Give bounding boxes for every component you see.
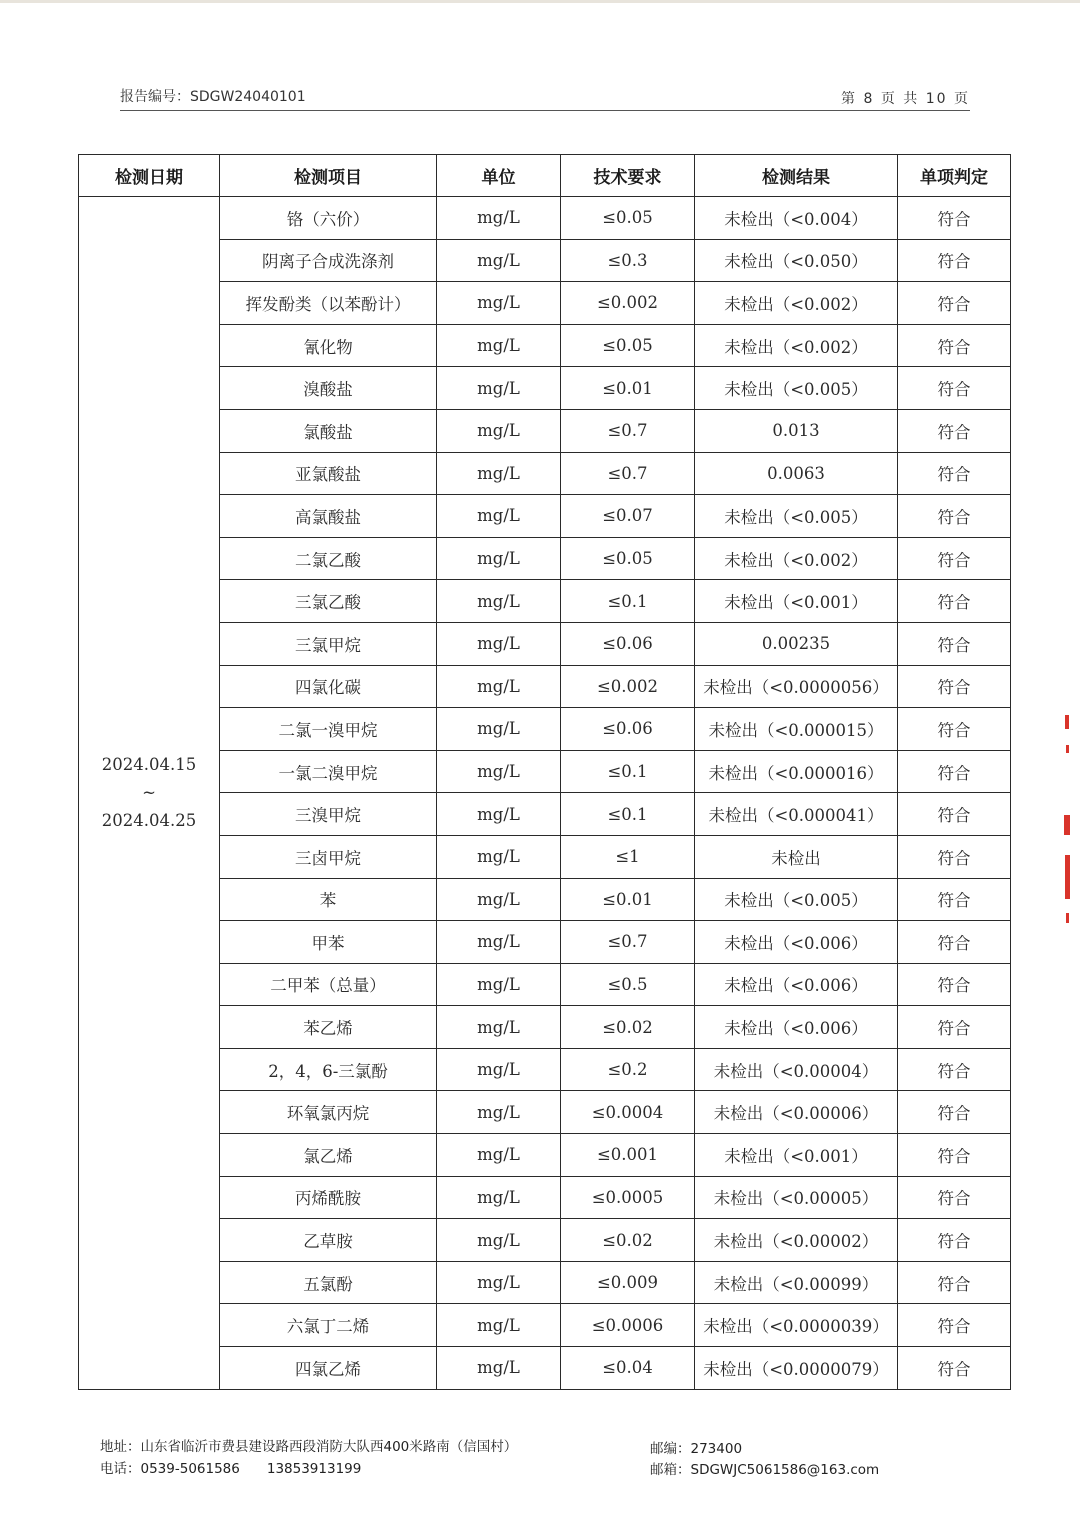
requirement-cell: ≤0.1 (561, 793, 695, 836)
result-cell: 未检出（<0.006） (695, 1006, 898, 1049)
result-cell: 0.00235 (695, 622, 898, 665)
result-cell: 未检出（<0.00006） (695, 1091, 898, 1134)
requirement-cell: ≤0.7 (561, 409, 695, 452)
requirement-cell: ≤0.0005 (561, 1176, 695, 1219)
test-item-cell: 环氧氯丙烷 (220, 1091, 437, 1134)
verdict-cell: 符合 (898, 963, 1011, 1006)
test-item-cell: 氰化物 (220, 324, 437, 367)
unit-cell: mg/L (437, 793, 561, 836)
result-cell: 未检出（<0.005） (695, 878, 898, 921)
test-item-cell: 挥发酚类（以苯酚计） (220, 282, 437, 325)
verdict-cell: 符合 (898, 750, 1011, 793)
unit-cell: mg/L (437, 921, 561, 964)
test-item-cell: 溴酸盐 (220, 367, 437, 410)
footer-address: 地址：山东省临沂市费县建设路西段消防大队西400米路南（信国村） (100, 1439, 518, 1455)
verdict-cell: 符合 (898, 622, 1011, 665)
requirement-cell: ≤0.0006 (561, 1304, 695, 1347)
unit-cell: mg/L (437, 1219, 561, 1262)
verdict-cell: 符合 (898, 1176, 1011, 1219)
unit-cell: mg/L (437, 708, 561, 751)
result-cell: 未检出（<0.00005） (695, 1176, 898, 1219)
requirement-cell: ≤0.06 (561, 622, 695, 665)
verdict-cell: 符合 (898, 324, 1011, 367)
column-header-unit: 单位 (437, 155, 561, 197)
footer-phone: 电话：0539-5061586 13853913199 (100, 1461, 362, 1477)
unit-cell: mg/L (437, 197, 561, 240)
test-item-cell: 亚氯酸盐 (220, 452, 437, 495)
test-results-table (78, 154, 1011, 1390)
date-range-start: 2024.04.15 (101, 754, 197, 774)
requirement-cell: ≤0.1 (561, 580, 695, 623)
requirement-cell: ≤1 (561, 835, 695, 878)
result-cell: 未检出（<0.006） (695, 963, 898, 1006)
test-item-cell: 三卤甲烷 (220, 835, 437, 878)
requirement-cell: ≤0.06 (561, 708, 695, 751)
result-cell: 未检出（<0.050） (695, 239, 898, 282)
test-item-cell: 氯酸盐 (220, 409, 437, 452)
verdict-cell: 符合 (898, 239, 1011, 282)
result-cell: 未检出（<0.000016） (695, 750, 898, 793)
unit-cell: mg/L (437, 878, 561, 921)
verdict-cell: 符合 (898, 1091, 1011, 1134)
verdict-cell: 符合 (898, 495, 1011, 538)
test-item-cell: 丙烯酰胺 (220, 1176, 437, 1219)
verdict-cell: 符合 (898, 452, 1011, 495)
test-item-cell: 苯乙烯 (220, 1006, 437, 1049)
test-item-cell: 四氯乙烯 (220, 1347, 437, 1390)
test-item-cell: 六氯丁二烯 (220, 1304, 437, 1347)
result-cell: 未检出（<0.000015） (695, 708, 898, 751)
column-header-item: 检测项目 (220, 155, 437, 197)
requirement-cell: ≤0.5 (561, 963, 695, 1006)
test-item-cell: 二甲苯（总量） (220, 963, 437, 1006)
page-indicator: 第 8 页 共 10 页 (841, 91, 970, 107)
table-header-row (79, 155, 1011, 197)
unit-cell: mg/L (437, 1176, 561, 1219)
unit-cell: mg/L (437, 1304, 561, 1347)
requirement-cell: ≤0.07 (561, 495, 695, 538)
requirement-cell: ≤0.02 (561, 1219, 695, 1262)
unit-cell: mg/L (437, 1006, 561, 1049)
date-range-separator: ~ (142, 782, 156, 802)
unit-cell: mg/L (437, 963, 561, 1006)
verdict-cell: 符合 (898, 1261, 1011, 1304)
unit-cell: mg/L (437, 452, 561, 495)
test-item-cell: 苯 (220, 878, 437, 921)
column-header-requirement: 技术要求 (561, 155, 695, 197)
test-item-cell: 2，4，6-三氯酚 (220, 1048, 437, 1091)
requirement-cell: ≤0.04 (561, 1347, 695, 1390)
result-cell: 未检出（<0.002） (695, 537, 898, 580)
test-item-cell: 甲苯 (220, 921, 437, 964)
verdict-cell: 符合 (898, 921, 1011, 964)
verdict-cell: 符合 (898, 367, 1011, 410)
unit-cell: mg/L (437, 1347, 561, 1390)
unit-cell: mg/L (437, 409, 561, 452)
result-cell: 未检出（<0.00002） (695, 1219, 898, 1262)
unit-cell: mg/L (437, 750, 561, 793)
date-range-end: 2024.04.25 (101, 810, 197, 830)
unit-cell: mg/L (437, 282, 561, 325)
requirement-cell: ≤0.009 (561, 1261, 695, 1304)
result-cell: 未检出（<0.0000039） (695, 1304, 898, 1347)
result-cell: 0.0063 (695, 452, 898, 495)
page-header (120, 84, 970, 110)
test-item-cell: 乙草胺 (220, 1219, 437, 1262)
unit-cell: mg/L (437, 622, 561, 665)
test-item-cell: 二氯一溴甲烷 (220, 708, 437, 751)
requirement-cell: ≤0.001 (561, 1134, 695, 1177)
result-cell: 未检出（<0.0000056） (695, 665, 898, 708)
result-cell: 0.013 (695, 409, 898, 452)
verdict-cell: 符合 (898, 580, 1011, 623)
result-cell: 未检出（<0.001） (695, 1134, 898, 1177)
verdict-cell: 符合 (898, 1134, 1011, 1177)
result-cell: 未检出（<0.00004） (695, 1048, 898, 1091)
requirement-cell: ≤0.3 (561, 239, 695, 282)
unit-cell: mg/L (437, 1134, 561, 1177)
column-header-result: 检测结果 (695, 155, 898, 197)
requirement-cell: ≤0.02 (561, 1006, 695, 1049)
column-header-verdict: 单项判定 (898, 155, 1011, 197)
result-cell: 未检出（<0.004） (695, 197, 898, 240)
unit-cell: mg/L (437, 1261, 561, 1304)
result-cell: 未检出（<0.002） (695, 324, 898, 367)
requirement-cell: ≤0.002 (561, 665, 695, 708)
result-cell: 未检出（<0.005） (695, 367, 898, 410)
verdict-cell: 符合 (898, 878, 1011, 921)
verdict-cell: 符合 (898, 1304, 1011, 1347)
verdict-cell: 符合 (898, 793, 1011, 836)
unit-cell: mg/L (437, 580, 561, 623)
report-number: 报告编号：SDGW24040101 (120, 89, 306, 105)
test-item-cell: 三溴甲烷 (220, 793, 437, 836)
test-item-cell: 高氯酸盐 (220, 495, 437, 538)
verdict-cell: 符合 (898, 1006, 1011, 1049)
requirement-cell: ≤0.01 (561, 367, 695, 410)
result-cell: 未检出 (695, 835, 898, 878)
unit-cell: mg/L (437, 239, 561, 282)
verdict-cell: 符合 (898, 1219, 1011, 1262)
test-date-range (79, 197, 220, 1390)
requirement-cell: ≤0.7 (561, 921, 695, 964)
page-top-edge (0, 0, 1080, 3)
footer-postcode: 邮编：273400 (650, 1441, 743, 1457)
requirement-cell: ≤0.1 (561, 750, 695, 793)
verdict-cell: 符合 (898, 665, 1011, 708)
requirement-cell: ≤0.2 (561, 1048, 695, 1091)
requirement-cell: ≤0.05 (561, 197, 695, 240)
result-cell: 未检出（<0.0000079） (695, 1347, 898, 1390)
verdict-cell: 符合 (898, 1347, 1011, 1390)
stamp-edge-mark (1062, 715, 1072, 925)
test-item-cell: 三氯甲烷 (220, 622, 437, 665)
verdict-cell: 符合 (898, 1048, 1011, 1091)
verdict-cell: 符合 (898, 197, 1011, 240)
test-item-cell: 氯乙烯 (220, 1134, 437, 1177)
test-item-cell: 四氯化碳 (220, 665, 437, 708)
test-item-cell: 五氯酚 (220, 1261, 437, 1304)
test-item-cell: 铬（六价） (220, 197, 437, 240)
verdict-cell: 符合 (898, 409, 1011, 452)
unit-cell: mg/L (437, 495, 561, 538)
header-rule (120, 110, 970, 111)
requirement-cell: ≤0.7 (561, 452, 695, 495)
table-body (79, 197, 1011, 1390)
verdict-cell: 符合 (898, 835, 1011, 878)
unit-cell: mg/L (437, 835, 561, 878)
verdict-cell: 符合 (898, 708, 1011, 751)
requirement-cell: ≤0.05 (561, 537, 695, 580)
test-item-cell: 阴离子合成洗涤剂 (220, 239, 437, 282)
verdict-cell: 符合 (898, 537, 1011, 580)
result-cell: 未检出（<0.006） (695, 921, 898, 964)
requirement-cell: ≤0.05 (561, 324, 695, 367)
result-cell: 未检出（<0.005） (695, 495, 898, 538)
table-row (79, 197, 1011, 240)
result-cell: 未检出（<0.002） (695, 282, 898, 325)
unit-cell: mg/L (437, 537, 561, 580)
requirement-cell: ≤0.0004 (561, 1091, 695, 1134)
test-item-cell: 三氯乙酸 (220, 580, 437, 623)
result-cell: 未检出（<0.000041） (695, 793, 898, 836)
unit-cell: mg/L (437, 665, 561, 708)
unit-cell: mg/L (437, 367, 561, 410)
footer-email: 邮箱：SDGWJC5061586@163.com (650, 1462, 880, 1478)
test-item-cell: 二氯乙酸 (220, 537, 437, 580)
result-cell: 未检出（<0.001） (695, 580, 898, 623)
unit-cell: mg/L (437, 1091, 561, 1134)
requirement-cell: ≤0.01 (561, 878, 695, 921)
unit-cell: mg/L (437, 1048, 561, 1091)
column-header-date: 检测日期 (79, 155, 220, 197)
result-cell: 未检出（<0.00099） (695, 1261, 898, 1304)
verdict-cell: 符合 (898, 282, 1011, 325)
unit-cell: mg/L (437, 324, 561, 367)
test-item-cell: 一氯二溴甲烷 (220, 750, 437, 793)
requirement-cell: ≤0.002 (561, 282, 695, 325)
